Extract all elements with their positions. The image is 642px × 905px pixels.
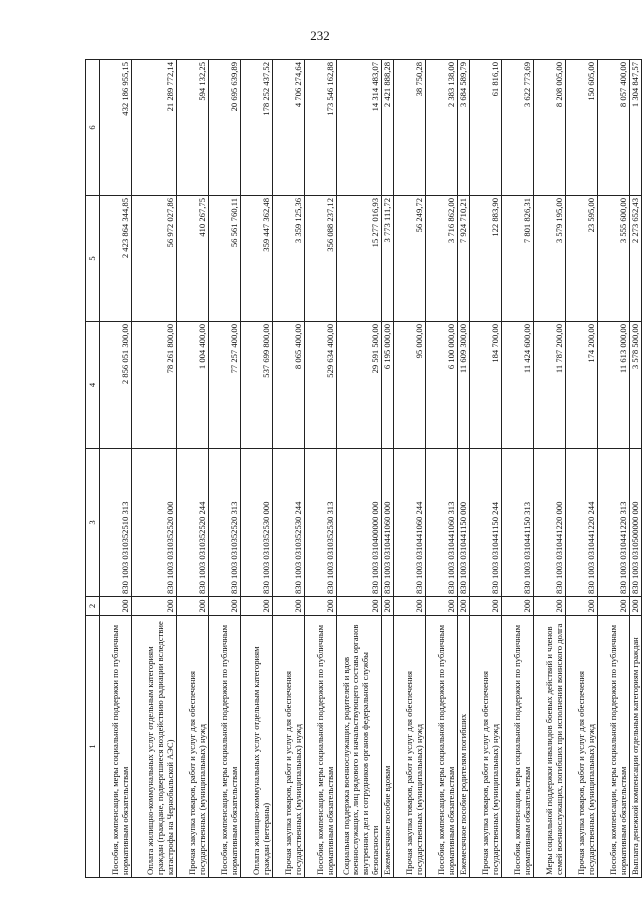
executed-amount-cell: 410 267,75: [177, 196, 209, 322]
row-code-cell: 830 1003 0310441220 313: [598, 449, 630, 597]
row-name-cell: Пособия, компенсации, меры социальной поддержки по публичным нормативным обязательствам: [305, 616, 337, 878]
row-code-cell: 830 1003 0310441150 000: [458, 449, 470, 597]
row-code-cell: 830 1003 0310441220 000: [534, 449, 566, 597]
row-level-cell: 200: [209, 597, 241, 616]
table-row: [630, 60, 642, 878]
row-code-cell: 830 1003 0310441150 313: [502, 449, 534, 597]
budget-table: [85, 59, 642, 878]
row-name-cell: Пособия, компенсации, меры социальной поддержки по публичным нормативным обязательствам: [100, 616, 132, 878]
row-name-cell: Прочая закупка товаров, работ и услуг для обеспечения государственных (муниципальных) нужд: [394, 616, 426, 878]
remaining-amount-cell: 14 314 483,07: [337, 60, 382, 196]
executed-amount-cell: 23 595,00: [566, 196, 598, 322]
row-level-cell: 200: [394, 597, 426, 616]
approved-amount-cell: 11 609 300,00: [458, 322, 470, 449]
table-row: [598, 60, 630, 878]
row-code-cell: 830 1003 0310352520 244: [177, 449, 209, 597]
table-row: [132, 60, 177, 878]
executed-amount-cell: 15 277 016,93: [337, 196, 382, 322]
row-name-cell: Оплата жилищно-коммунальных услуг отдельным категориям граждан (ветераны): [241, 616, 273, 878]
approved-amount-cell: 78 261 800,00: [132, 322, 177, 449]
column-header: 3: [86, 449, 100, 597]
approved-amount-cell: 1 004 400,00: [177, 322, 209, 449]
column-header: 6: [86, 60, 100, 196]
row-level-cell: 200: [132, 597, 177, 616]
row-level-cell: 200: [426, 597, 458, 616]
remaining-amount-cell: 432 186 955,15: [100, 60, 132, 196]
table-row: [534, 60, 566, 878]
row-code-cell: 830 1003 0310352520 313: [209, 449, 241, 597]
table-row: [382, 60, 394, 878]
row-level-cell: 200: [458, 597, 470, 616]
table-row: [241, 60, 273, 878]
table-row: [394, 60, 426, 878]
remaining-amount-cell: 21 289 772,14: [132, 60, 177, 196]
approved-amount-cell: 3 578 500,00: [630, 322, 642, 449]
row-level-cell: 200: [598, 597, 630, 616]
remaining-amount-cell: 2 383 138,00: [426, 60, 458, 196]
approved-amount-cell: 11 424 600,00: [502, 322, 534, 449]
rotated-table-area: [85, 60, 641, 878]
table-row: [209, 60, 241, 878]
executed-amount-cell: 3 579 195,00: [534, 196, 566, 322]
approved-amount-cell: 184 700,00: [470, 322, 502, 449]
executed-amount-cell: 7 924 710,21: [458, 196, 470, 322]
approved-amount-cell: 6 195 000,00: [382, 322, 394, 449]
row-level-cell: 200: [630, 597, 642, 616]
row-code-cell: 830 1003 0310441060 000: [382, 449, 394, 597]
approved-amount-cell: 95 000,00: [394, 322, 426, 449]
row-level-cell: 200: [100, 597, 132, 616]
remaining-amount-cell: 3 684 589,79: [458, 60, 470, 196]
executed-amount-cell: 356 088 237,12: [305, 196, 337, 322]
remaining-amount-cell: 173 546 162,88: [305, 60, 337, 196]
remaining-amount-cell: 178 252 437,52: [241, 60, 273, 196]
table-header-row: [86, 60, 100, 878]
row-code-cell: 830 1003 0310441150 244: [470, 449, 502, 597]
row-level-cell: 200: [177, 597, 209, 616]
row-name-cell: Ежемесячное пособие вдовам: [382, 616, 394, 878]
row-level-cell: 200: [241, 597, 273, 616]
row-level-cell: 200: [534, 597, 566, 616]
executed-amount-cell: 3 773 111,72: [382, 196, 394, 322]
table-row: [177, 60, 209, 878]
remaining-amount-cell: 4 706 274,64: [273, 60, 305, 196]
approved-amount-cell: 6 100 000,00: [426, 322, 458, 449]
remaining-amount-cell: 38 750,28: [394, 60, 426, 196]
table-row: [566, 60, 598, 878]
approved-amount-cell: 8 065 400,00: [273, 322, 305, 449]
row-name-cell: Выплата денежной компенсации отдельным категориям граждан: [630, 616, 642, 878]
table-row: [470, 60, 502, 878]
row-name-cell: Ежемесячное пособие родителям погибших: [458, 616, 470, 878]
remaining-amount-cell: 61 816,10: [470, 60, 502, 196]
remaining-amount-cell: 8 208 005,00: [534, 60, 566, 196]
table-row: [273, 60, 305, 878]
row-name-cell: Социальная поддержка военнослужащих, родителей и вдов военнослужащих, лиц рядового и начальствующего состава органов внутренних дел и сотрудников органов федеральной службы безопасности: [337, 616, 382, 878]
row-level-cell: 200: [273, 597, 305, 616]
approved-amount-cell: 529 634 400,00: [305, 322, 337, 449]
row-name-cell: Прочая закупка товаров, работ и услуг для обеспечения государственных (муниципальных) нужд: [566, 616, 598, 878]
row-level-cell: 200: [502, 597, 534, 616]
executed-amount-cell: 56 249,72: [394, 196, 426, 322]
row-code-cell: 830 1003 0310352530 313: [305, 449, 337, 597]
remaining-amount-cell: 20 695 639,89: [209, 60, 241, 196]
row-code-cell: 830 1003 0310500000 000: [630, 449, 642, 597]
approved-amount-cell: 77 257 400,00: [209, 322, 241, 449]
row-code-cell: 830 1003 0310400000 000: [337, 449, 382, 597]
row-level-cell: 200: [305, 597, 337, 616]
table-row: [337, 60, 382, 878]
remaining-amount-cell: 150 605,00: [566, 60, 598, 196]
row-code-cell: 830 1003 0310352530 244: [273, 449, 305, 597]
table-row: [458, 60, 470, 878]
row-code-cell: 830 1003 0310441060 244: [394, 449, 426, 597]
executed-amount-cell: 3 716 862,00: [426, 196, 458, 322]
remaining-amount-cell: 1 304 847,57: [630, 60, 642, 196]
row-code-cell: 830 1003 0310352530 000: [241, 449, 273, 597]
page-number: 232: [310, 28, 330, 43]
remaining-amount-cell: 3 622 773,69: [502, 60, 534, 196]
row-name-cell: Пособия, компенсации, меры социальной поддержки по публичным нормативным обязательствам: [209, 616, 241, 878]
column-header: 1: [86, 616, 100, 878]
row-name-cell: Пособия, компенсации, меры социальной поддержки по публичным нормативным обязательствам: [502, 616, 534, 878]
row-code-cell: 830 1003 0310352510 313: [100, 449, 132, 597]
executed-amount-cell: 3 359 125,36: [273, 196, 305, 322]
executed-amount-cell: 2 423 864 344,85: [100, 196, 132, 322]
row-code-cell: 830 1003 0310441060 313: [426, 449, 458, 597]
table-row: [305, 60, 337, 878]
row-name-cell: Прочая закупка товаров, работ и услуг для обеспечения государственных (муниципальных) нужд: [273, 616, 305, 878]
column-header: 5: [86, 196, 100, 322]
approved-amount-cell: 29 591 500,00: [337, 322, 382, 449]
rotated-page-content: [85, 60, 641, 878]
executed-amount-cell: 2 273 652,43: [630, 196, 642, 322]
row-level-cell: 200: [566, 597, 598, 616]
row-name-cell: Прочая закупка товаров, работ и услуг для обеспечения государственных (муниципальных) нужд: [470, 616, 502, 878]
approved-amount-cell: 2 856 051 300,00: [100, 322, 132, 449]
table-row: [100, 60, 132, 878]
executed-amount-cell: 56 972 027,86: [132, 196, 177, 322]
approved-amount-cell: 11 787 200,00: [534, 322, 566, 449]
approved-amount-cell: 537 699 800,00: [241, 322, 273, 449]
row-level-cell: 200: [470, 597, 502, 616]
row-name-cell: Меры социальной поддержки инвалидов боевых действий и членов семей военнослужащих, погибших при исполнении воинского долга: [534, 616, 566, 878]
row-name-cell: Пособия, компенсации, меры социальной поддержки по публичным нормативным обязательствам: [598, 616, 630, 878]
approved-amount-cell: 11 613 000,00: [598, 322, 630, 449]
remaining-amount-cell: 594 132,25: [177, 60, 209, 196]
row-name-cell: Прочая закупка товаров, работ и услуг для обеспечения государственных (муниципальных) нужд: [177, 616, 209, 878]
table-row: [502, 60, 534, 878]
table-row: [426, 60, 458, 878]
row-code-cell: 830 1003 0310352520 000: [132, 449, 177, 597]
approved-amount-cell: 174 200,00: [566, 322, 598, 449]
column-header: 2: [86, 597, 100, 616]
executed-amount-cell: 122 883,90: [470, 196, 502, 322]
executed-amount-cell: 3 555 600,00: [598, 196, 630, 322]
executed-amount-cell: 359 447 362,48: [241, 196, 273, 322]
row-level-cell: 200: [337, 597, 382, 616]
row-name-cell: Пособия, компенсации, меры социальной поддержки по публичным нормативным обязательствам: [426, 616, 458, 878]
row-level-cell: 200: [382, 597, 394, 616]
remaining-amount-cell: 2 421 888,28: [382, 60, 394, 196]
executed-amount-cell: 56 561 760,11: [209, 196, 241, 322]
row-code-cell: 830 1003 0310441220 244: [566, 449, 598, 597]
remaining-amount-cell: 8 057 400,00: [598, 60, 630, 196]
row-name-cell: Оплата жилищно-коммунальных услуг отдельным категориям граждан (граждане, подвергшиеся воздействию радиации вследствие катастрофы на Чернобыльской АЭС): [132, 616, 177, 878]
column-header: 4: [86, 322, 100, 449]
executed-amount-cell: 7 801 826,31: [502, 196, 534, 322]
